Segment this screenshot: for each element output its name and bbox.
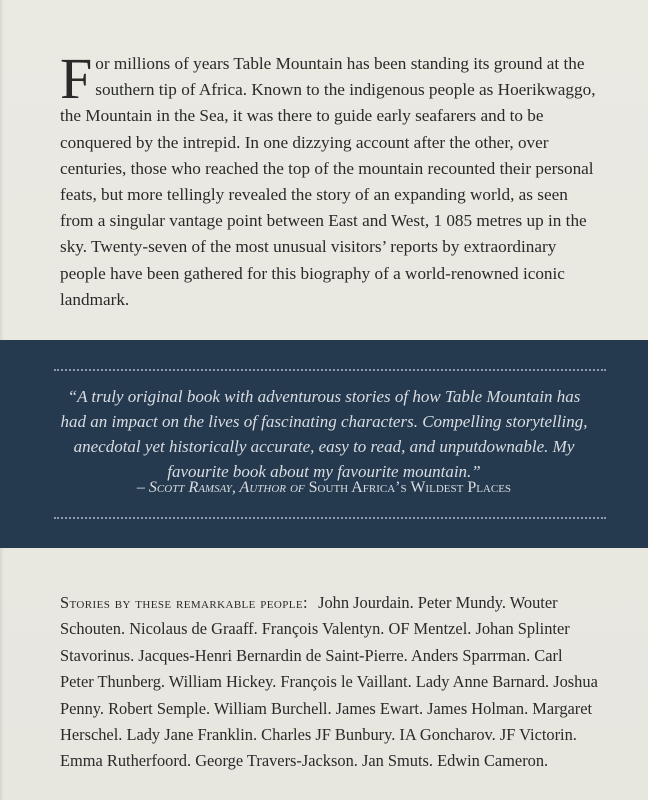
intro-paragraph xyxy=(60,46,600,313)
attribution-role: Author of xyxy=(239,479,309,496)
intro-text: or millions of years Table Mountain has been standing its ground at the southern tip of Africa. Known to the indigenous people as Hoerikwaggo, the Mountain in the Sea, it was there to guide early seafarers and to be conquered by the intrepid. In one dizzying account after the other, over centuries, those who reached the top of the mountain recounted their personal feats, but more tellingly revealed the story of an expanding world, as seen from a singular vantage point between East and West, 1 085 metres up in the sky. Twenty-seven of the most unusual visitors’ reports by extraordinary people have been gathered for this biography of a world-renowned iconic landmark. xyxy=(60,54,596,309)
stories-list xyxy=(60,590,598,775)
testimonial-band xyxy=(0,340,648,548)
dotted-divider-bottom xyxy=(54,517,606,519)
testimonial-quote: “A truly original book with adventurous stories of how Table Mountain has had an impact on the lives of fascinating characters. Compelling storytelling, anecdotal yet historically accurate, easy to read, and unputdownable. My favourite book about my favourite mountain.” xyxy=(60,387,588,481)
stories-heading: Stories by these remarkable people: xyxy=(60,593,308,612)
attribution-dash: – xyxy=(136,479,149,496)
stories-names: John Jourdain. Peter Mundy. Wouter Schouten. Nicolaus de Graaff. François Valentyn. OF Mentzel. Johan Splinter Stavorinus. Jacques-Henri Bernardin de Saint-Pierre. Anders Sparrman. Carl Peter Thunberg. William Hickey. François le Vaillant. Lady Anne Barnard. Joshua Penny. Robert Semple. William Burchell. James Ewart. James Holman. Margaret Herschel. Lady Jane Franklin. Charles JF Bunbury. IA Goncharov. JF Victorin. Emma Rutherfoord. George Travers-Jackson. Jan Smuts. Edwin Cameron. xyxy=(60,593,598,771)
attribution-author: Scott Ramsay, xyxy=(148,479,240,496)
attribution-book-title: South Africa’s Wildest Places xyxy=(308,479,512,496)
drop-cap: F xyxy=(60,46,93,111)
dotted-divider-top xyxy=(54,369,606,371)
testimonial-attribution xyxy=(60,479,588,497)
